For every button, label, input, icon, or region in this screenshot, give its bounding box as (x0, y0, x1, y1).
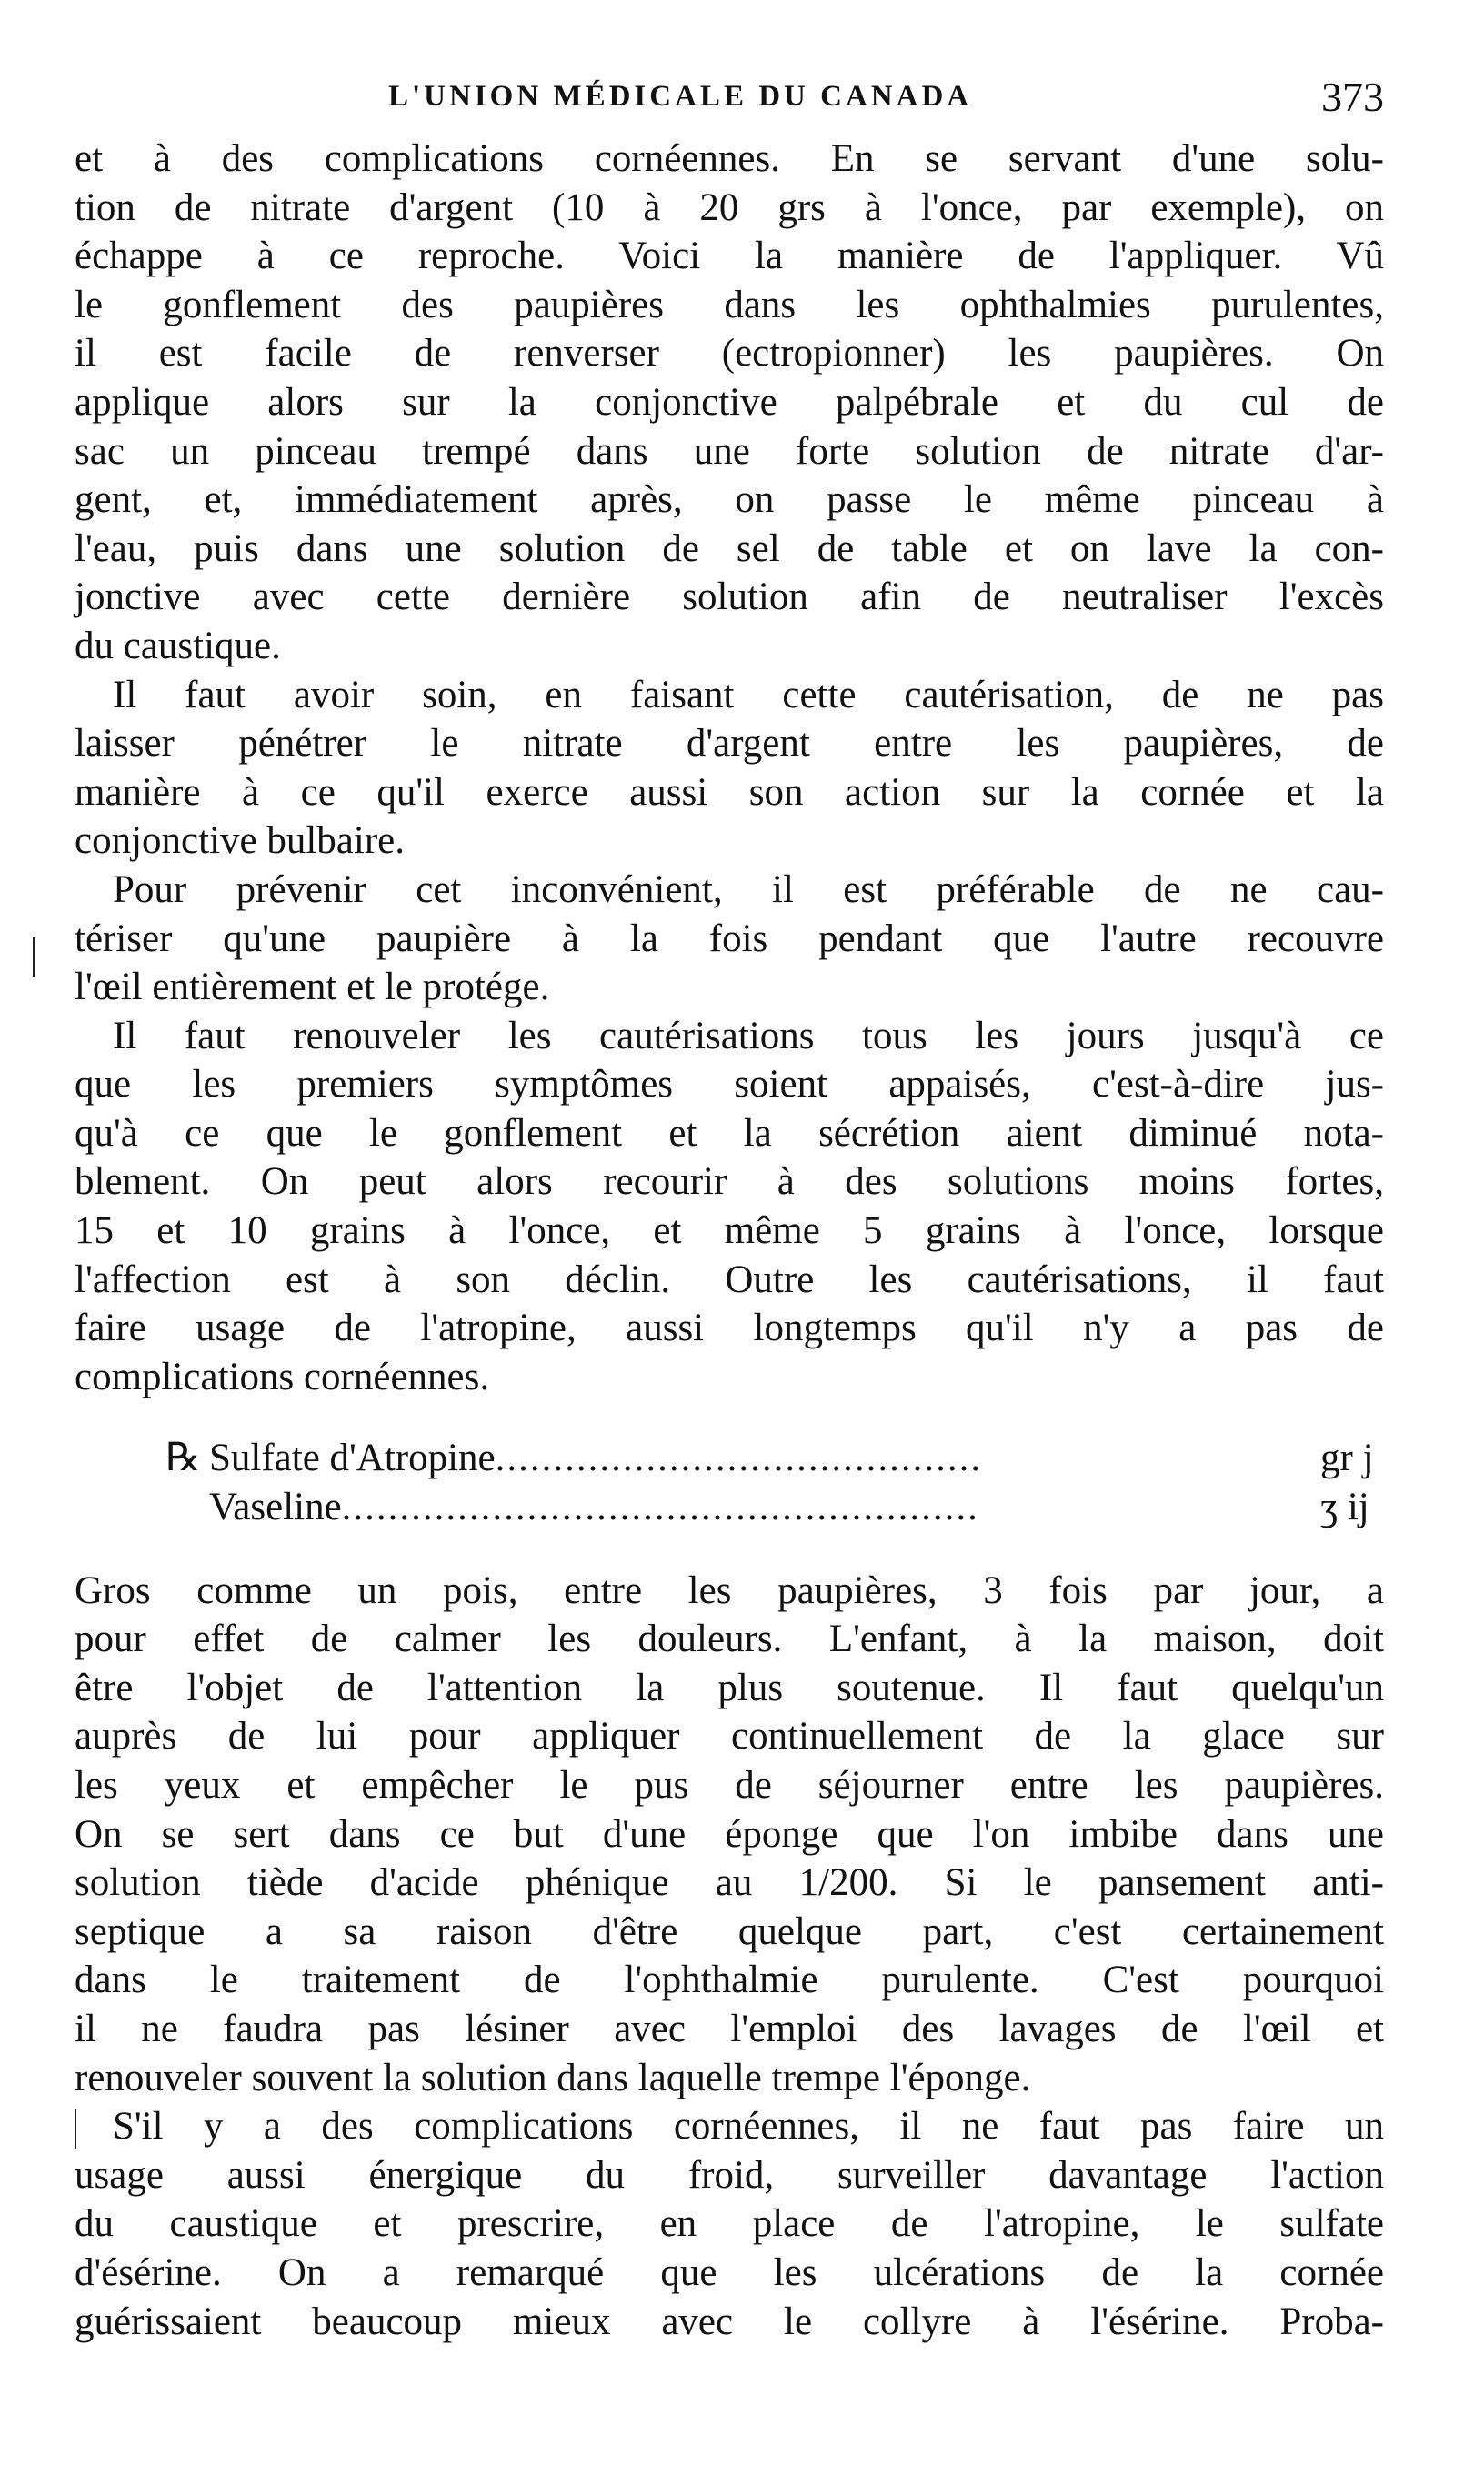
text-line: et à des complications cornéennes. En se servant d'une solu- (75, 137, 1384, 180)
document-page (75, 53, 1384, 2346)
text-line: sac un pinceau trempé dans une forte solution de nitrate d'ar- (75, 429, 1384, 473)
page-number: 373 (1321, 74, 1384, 120)
margin-mark (33, 937, 35, 977)
text-line: On se sert dans ce but d'une éponge que l'on imbibe dans une (75, 1812, 1384, 1856)
body-text-continued (75, 1567, 1384, 2347)
text-line: dans le traitement de l'ophthalmie purulente. C'est pourquoi (75, 1959, 1384, 2002)
body-text (75, 135, 1384, 1401)
text-line: jonctive avec cette dernière solution afin de neutraliser l'excès (75, 576, 1384, 619)
text-line: être l'objet de l'attention la plus soutenue. Il faut quelqu'un (75, 1666, 1384, 1709)
text-line: solution tiède d'acide phénique au 1/200. Si le pansement anti- (75, 1861, 1384, 1905)
text-line: le gonflement des paupières dans les ophthalmies purulentes, (75, 283, 1384, 326)
text-line: tériser qu'une paupière à la fois pendant que l'autre recouvre (75, 917, 1384, 960)
text-line: Il faut renouveler les cautérisations tous les jours jusqu'à ce (113, 1014, 1384, 1057)
text-line: Il faut avoir soin, en faisant cette cautérisation, de ne pas (113, 673, 1384, 716)
text-line: gent, et, immédiatement après, on passe le même pinceau à (75, 478, 1384, 522)
ingredient-name: Vaseline (209, 1486, 342, 1529)
text-line: 15 et 10 grains à l'once, et même 5 grains à l'once, lorsque (75, 1209, 1384, 1253)
text-line: du caustique. (75, 624, 281, 667)
text-line: blement. On peut alors recourir à des solutions moins fortes, (75, 1160, 1384, 1204)
text-line: complications cornéennes. (75, 1355, 490, 1398)
text-line: qu'à ce que le gonflement et la sécrétion aient diminué nota- (75, 1111, 1384, 1155)
text-line: conjonctive bulbaire. (75, 819, 405, 863)
text-line: l'eau, puis dans une solution de sel de table et on lave la con- (75, 526, 1384, 570)
text-line: les yeux et empêcher le pus de séjourner entre les paupières. (75, 1764, 1384, 1807)
ingredient-quantity: gr j (1320, 1437, 1374, 1480)
paragraph (75, 1567, 1384, 2103)
text-line: manière à ce qu'il exerce aussi son action sur la cornée et la (75, 770, 1384, 814)
text-line: que les premiers symptômes soient appaisés, c'est-à-dire jus- (75, 1063, 1384, 1107)
text-line: l'œil entièrement et le protége. (75, 966, 550, 1009)
prescription (75, 1434, 1384, 1531)
leader-dots: ....................................................... (341, 1486, 979, 1529)
text-line: Pour prévenir cet inconvénient, il est préférable de ne cau- (113, 867, 1384, 911)
paragraph (75, 671, 1384, 866)
text-line: laisser pénétrer le nitrate d'argent entre les paupières, de (75, 722, 1384, 766)
ingredient-name: Sulfate d'Atropine (209, 1437, 496, 1480)
text-line: il ne faudra pas lésiner avec l'emploi des lavages de l'œil et (75, 2007, 1384, 2050)
text-line: renouveler souvent la solution dans laquelle trempe l'éponge. (75, 2056, 1031, 2099)
text-line: échappe à ce reproche. Voici la manière de l'appliquer. Vû (75, 235, 1384, 278)
paragraph (75, 1012, 1384, 1402)
text-line: Gros comme un pois, entre les paupières, 3 fois par jour, a (75, 1568, 1384, 1612)
text-line: d'ésérine. On a remarqué que les ulcérations de la cornée (75, 2250, 1384, 2294)
text-line: septique a sa raison d'être quelque part, c'est certainement (75, 1909, 1384, 1953)
text-line: applique alors sur la conjonctive palpébrale et du cul de (75, 380, 1384, 424)
ingredient-quantity: ʒ ij (1320, 1486, 1369, 1529)
margin-mark (75, 2109, 76, 2149)
text-line: du caustique et prescrire, en place de l'atropine, le sulfate (75, 2202, 1384, 2246)
prescription-line (75, 1483, 1384, 1532)
text-line: faire usage de l'atropine, aussi longtemps qu'il n'y a pas de (75, 1307, 1384, 1350)
text-line: tion de nitrate d'argent (10 à 20 grs à l'once, par exemple), on (75, 185, 1384, 229)
text-line: il est facile de renverser (ectropionner) les paupières. On (75, 332, 1384, 376)
text-line: usage aussi énergique du froid, surveiller davantage l'action (75, 2153, 1384, 2197)
recipe-symbol: ℞ (165, 1437, 201, 1480)
text-line: guérissaient beaucoup mieux avec le collyre à l'ésérine. Proba- (75, 2300, 1384, 2343)
text-line: l'affection est à son déclin. Outre les cautérisations, il faut (75, 1258, 1384, 1301)
paragraph (75, 866, 1384, 1012)
paragraph (75, 2102, 1384, 2346)
text-line: auprès de lui pour appliquer continuellement de la glace sur (75, 1715, 1384, 1759)
running-head: L'UNION MÉDICALE DU CANADA (388, 80, 973, 113)
text-line: pour effet de calmer les douleurs. L'enfant, à la maison, doit (75, 1618, 1384, 1661)
paragraph (75, 135, 1384, 671)
prescription-line (75, 1434, 1384, 1483)
text-line: S'il y a des complications cornéennes, il ne faut pas faire un (113, 2105, 1384, 2149)
page-header (75, 53, 1384, 135)
leader-dots: .......................................... (495, 1437, 983, 1480)
